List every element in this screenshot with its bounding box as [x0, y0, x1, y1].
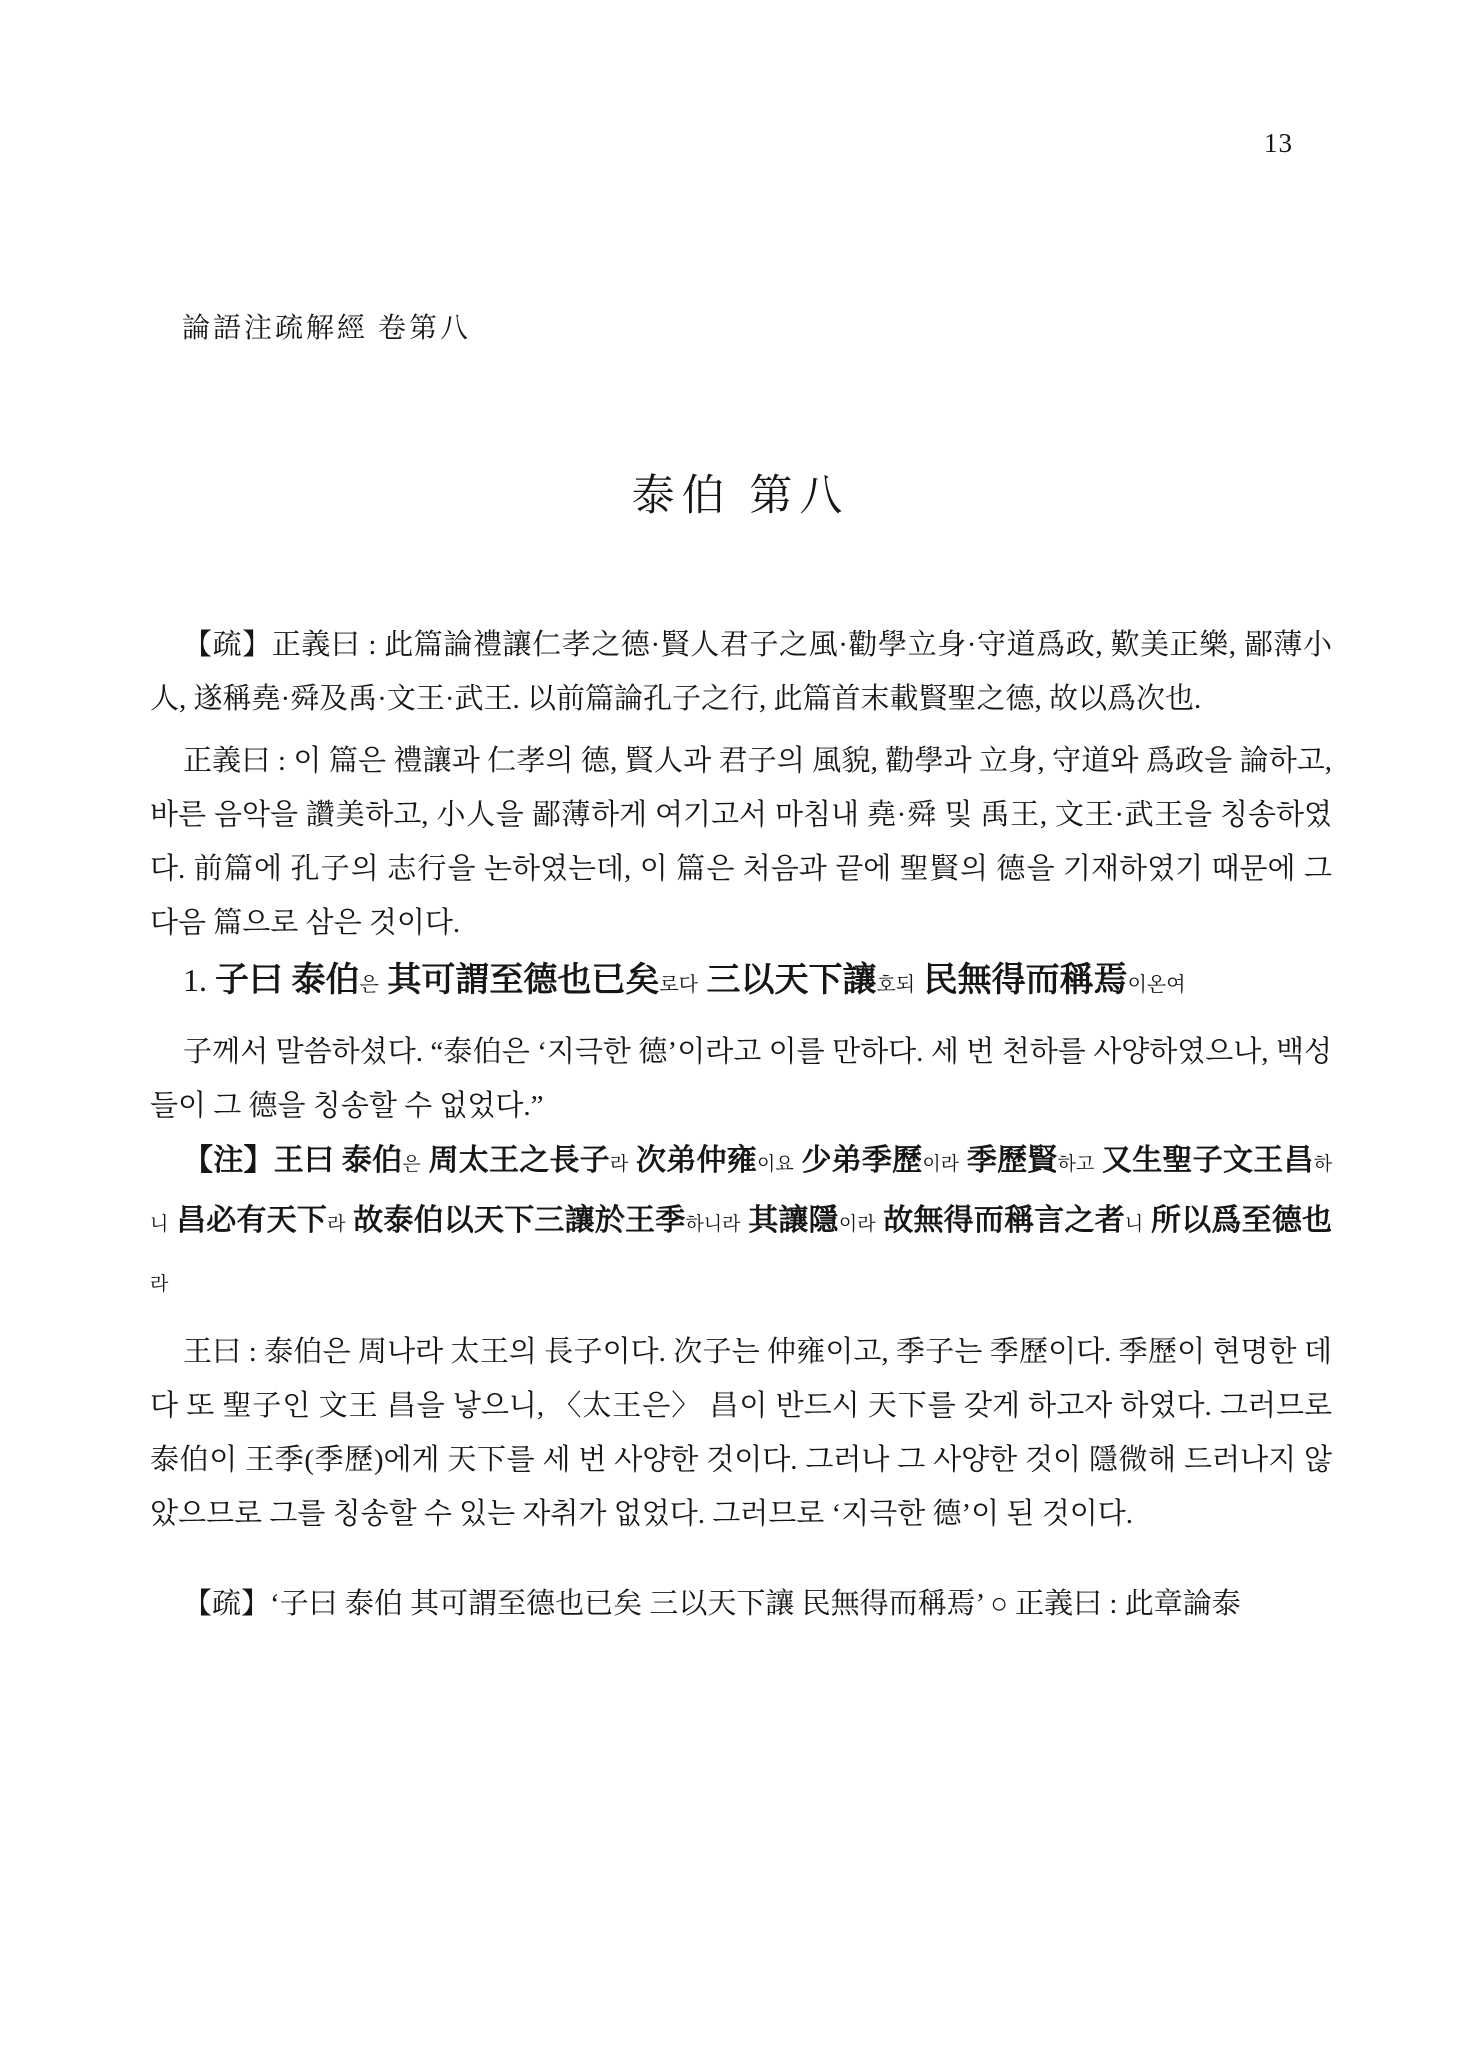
text-segment: 1.: [183, 962, 215, 998]
text-segment: 少弟季歷: [793, 1144, 923, 1177]
text-segment: 其可謂至德也已矣: [378, 962, 660, 999]
text-segment: 하니: [150, 1154, 1333, 1235]
running-header: 論語注疏解經 卷第八: [182, 313, 472, 344]
text-segment: 民無得而稱焉: [915, 962, 1128, 999]
text-segment: 호되: [876, 974, 916, 996]
text-segment: 하고: [1057, 1154, 1095, 1175]
text-segment: 이라: [838, 1214, 876, 1235]
text-segment: 라: [609, 1154, 629, 1175]
text-segment: 昌必有天下: [168, 1204, 328, 1237]
text-segment: 季歷賢: [959, 1144, 1058, 1177]
text-block: [150, 618, 1332, 1631]
text-segment: 【注】王曰 泰伯: [183, 1144, 403, 1177]
text-segment: 니: [1124, 1214, 1144, 1235]
text-segment: 하니라: [685, 1214, 741, 1235]
so-commentary-translation: 正義曰 : 이 篇은 禮讓과 仁孝의 德, 賢人과 君子의 風貌, 勸學과 立身, 守道와 爲政을 論하고, 바른 음악을 讚美하고, 小人을 鄙薄하게 여기고서 마침내 堯·舜 및 禹王, 文王·武王을 칭송하였다. 前篇에 孔子의 志行을 논하였는데, 이 篇은 처음과 끝에 聖賢의 德을 기재하였기 때문에 그 다음 篇으로 삼은 것이다.: [150, 745, 1332, 939]
text-segment: 은: [402, 1154, 421, 1175]
text-segment: 三以天下讓: [697, 962, 877, 999]
text-segment: 所以爲至德也: [1143, 1204, 1333, 1237]
text-segment: 로다: [659, 974, 698, 996]
ju-annotation-translation: 王曰 : 泰伯은 周나라 太王의 長子이다. 次子는 仲雍이고, 季子는 季歷이다. 季歷이 현명한 데다 또 聖子인 文王 昌을 낳으니, 〈太王은〉 昌이 반드시 天下를 갖게 하고자 하였다. 그러므로 泰伯이 王季(季歷)에게 天下를 세 번 사양한 것이다. 그러나 그 사양한 것이 隱微해 드러나지 않았으므로 그를 칭송할 수 있는 자취가 없었다. 그러므로 ‘지극한 德’이 된 것이다.: [150, 1336, 1332, 1530]
text-segment: 故泰伯以天下三讓於王季: [345, 1204, 686, 1237]
text-segment: 라: [150, 1274, 169, 1295]
ju-annotation-original: [150, 1133, 1332, 1313]
chapter-title: 泰伯 第八: [631, 473, 850, 520]
verse-heading: [150, 950, 1332, 1015]
text-segment: 周太王之長子: [420, 1144, 610, 1177]
text-segment: 이온여: [1127, 974, 1186, 996]
page-number: 13: [1264, 128, 1293, 158]
text-segment: 은: [359, 974, 379, 996]
text-segment: 子曰 泰伯: [215, 962, 360, 999]
text-segment: 이요: [756, 1154, 794, 1175]
text-segment: 次弟仲雍: [628, 1144, 757, 1177]
so-commentary-original: 【疏】正義曰 : 此篇論禮讓仁孝之德·賢人君子之風·勸學立身·守道爲政, 歎美正樂, 鄙薄小人, 遂稱堯·舜及禹·文王·武王. 以前篇論孔子之行, 此篇首末載賢聖之德, 故以爲次也.: [150, 629, 1332, 715]
text-segment: 又生聖子文王昌: [1094, 1144, 1314, 1177]
text-segment: 라: [327, 1214, 346, 1235]
text-segment: 이라: [922, 1154, 960, 1175]
text-segment: 其讓隱: [740, 1204, 839, 1237]
so-comment-lead-line: 【疏】‘子曰 泰伯 其可謂至德也已矣 三以天下讓 民無得而稱焉’ ○ 正義曰 : 此章論泰: [183, 1588, 1241, 1620]
text-segment: 故無得而稱言之者: [875, 1204, 1125, 1237]
verse-translation: 子께서 말씀하셨다. “泰伯은 ‘지극한 德’이라고 이를 만하다. 세 번 천하를 사양하였으나, 백성들이 그 德을 칭송할 수 없었다.”: [150, 1036, 1332, 1122]
